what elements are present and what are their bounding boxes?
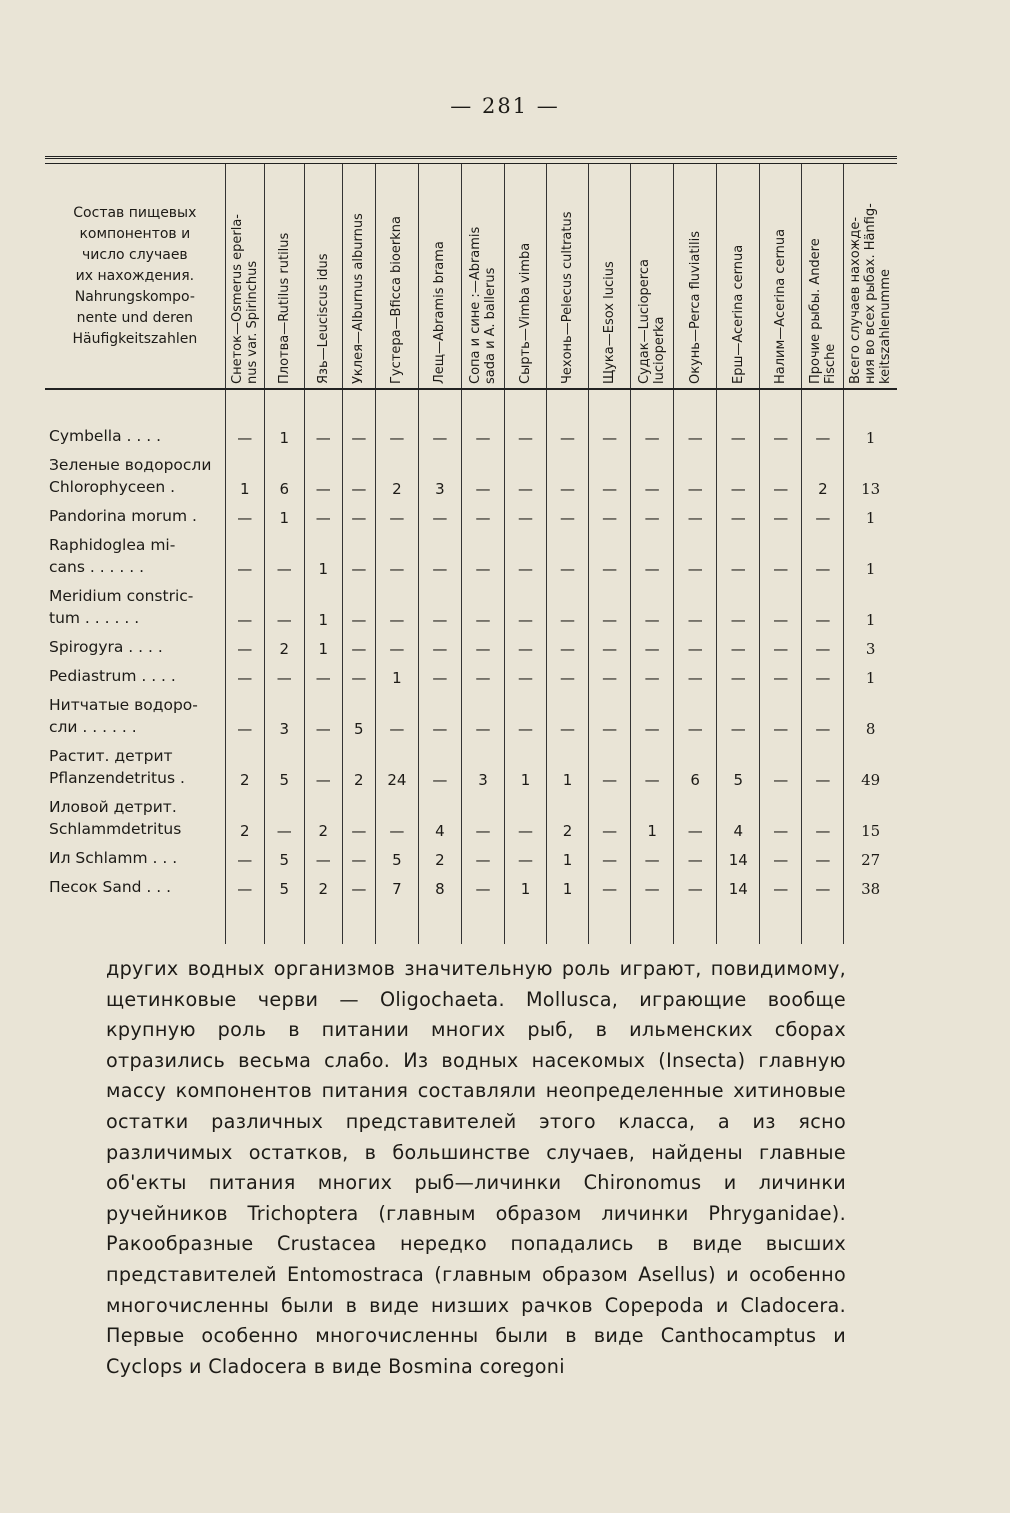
table-row <box>45 843 897 872</box>
table-cell: — <box>547 530 589 581</box>
column-header <box>717 164 760 389</box>
table-cell: — <box>304 741 342 792</box>
table-cell: — <box>802 581 844 632</box>
table-cell: — <box>802 792 844 843</box>
table-cell: — <box>547 421 589 450</box>
table-cell: — <box>504 632 546 661</box>
table-cell: — <box>461 421 504 450</box>
table-cell: — <box>461 690 504 741</box>
table-cell: — <box>717 632 760 661</box>
table-cell: — <box>760 530 802 581</box>
row-total-cell: 1 <box>844 581 897 632</box>
table-cell: — <box>461 581 504 632</box>
column-header <box>674 164 717 389</box>
table-cell: — <box>547 501 589 530</box>
table-cell: 3 <box>461 741 504 792</box>
table-cell: — <box>418 690 461 741</box>
table-cell: 1 <box>547 741 589 792</box>
row-label: Spirogyra . . . . <box>49 638 163 656</box>
table-cell: 2 <box>342 741 375 792</box>
table-cell: — <box>225 843 264 872</box>
table-cell: — <box>631 421 674 450</box>
table-cell: — <box>589 792 631 843</box>
table-cell: — <box>717 421 760 450</box>
header-first-cell <box>45 164 225 389</box>
table-cell: — <box>418 661 461 690</box>
table-cell: — <box>631 661 674 690</box>
table-cell: — <box>547 632 589 661</box>
column-header-label: Уклея—Alburnus alburnus <box>351 213 367 384</box>
table-cell: — <box>225 632 264 661</box>
table-cell: — <box>589 450 631 501</box>
table-cell: — <box>461 843 504 872</box>
table-cell: — <box>674 450 717 501</box>
table-cell: — <box>674 632 717 661</box>
table-cell: — <box>461 450 504 501</box>
row-label: Pandorina morum . <box>49 507 197 525</box>
table-cell: — <box>225 501 264 530</box>
table-cell: — <box>589 661 631 690</box>
table-cell: — <box>631 690 674 741</box>
food-components-table <box>45 164 897 944</box>
table-cell: — <box>342 632 375 661</box>
table-cell: — <box>802 661 844 690</box>
row-total-cell: 38 <box>844 872 897 901</box>
table-cell: 24 <box>375 741 418 792</box>
table-cell: — <box>717 581 760 632</box>
row-total-cell: 13 <box>844 450 897 501</box>
table-cell: — <box>547 581 589 632</box>
table-cell: 5 <box>264 843 304 872</box>
column-header-label: Окунь—Perca fluviatilis <box>687 230 703 384</box>
table-header-row <box>45 164 897 389</box>
table-cell: — <box>504 501 546 530</box>
table-cell: — <box>589 632 631 661</box>
column-header <box>264 164 304 389</box>
table-cell: 2 <box>418 843 461 872</box>
table-cell: 4 <box>717 792 760 843</box>
table-cell: — <box>225 530 264 581</box>
table-cell: 2 <box>547 792 589 843</box>
table-cell: — <box>375 501 418 530</box>
column-header <box>631 164 674 389</box>
table-cell: — <box>802 501 844 530</box>
table-cell: 1 <box>547 872 589 901</box>
column-header <box>547 164 589 389</box>
column-header-label: Сопа и сине :—Abramis sada и A. ballerus <box>467 226 498 384</box>
table-cell: — <box>418 530 461 581</box>
column-header <box>375 164 418 389</box>
header-first-label: Состав пищевых компонентов и число случаев их нахождения. Nahrungskompo- nente und deren Häufigkeitszahlen <box>72 204 198 347</box>
table-row <box>45 581 897 632</box>
table-cell: 2 <box>225 741 264 792</box>
table-cell: — <box>461 872 504 901</box>
table-cell: — <box>802 421 844 450</box>
table-cell: — <box>802 741 844 792</box>
table-cell: — <box>589 690 631 741</box>
table-cell: — <box>674 530 717 581</box>
table-cell: — <box>674 661 717 690</box>
row-total-cell: 1 <box>844 421 897 450</box>
table-cell: — <box>547 661 589 690</box>
table-cell: 6 <box>264 450 304 501</box>
table-cell: — <box>418 632 461 661</box>
table-cell: — <box>342 792 375 843</box>
table-cell: — <box>504 530 546 581</box>
table-cell: — <box>717 530 760 581</box>
table-cell: — <box>589 530 631 581</box>
table-cell: — <box>717 450 760 501</box>
table-cell: — <box>631 872 674 901</box>
column-header-label: Густера—Bficca bioerkna <box>389 216 405 384</box>
column-header-label: Налим—Acerina cernua <box>773 228 789 384</box>
table-cell: — <box>504 581 546 632</box>
table-cell: 2 <box>304 872 342 901</box>
table-end-row <box>45 901 897 944</box>
table-row <box>45 501 897 530</box>
table-cell: — <box>717 661 760 690</box>
table-cell: — <box>418 741 461 792</box>
column-header-label: Снеток—Osmerus eperla- nus var. Spirinchus <box>229 214 260 384</box>
table-cell: — <box>674 792 717 843</box>
table-cell: — <box>504 792 546 843</box>
column-header <box>802 164 844 389</box>
table-cell: — <box>461 792 504 843</box>
table-cell: — <box>674 501 717 530</box>
table-cell: 2 <box>264 632 304 661</box>
column-header <box>760 164 802 389</box>
column-header-label: Всего случаев нахожде- ния во всех рыбах. Hänfig- keitszahlenumme <box>848 203 894 384</box>
table-cell: — <box>760 421 802 450</box>
table-spacer-row <box>45 389 897 421</box>
column-header <box>461 164 504 389</box>
table-cell: — <box>760 450 802 501</box>
table-cell: — <box>375 581 418 632</box>
table-cell: — <box>461 632 504 661</box>
row-label: Pediastrum . . . . <box>49 667 176 685</box>
table-cell: — <box>225 690 264 741</box>
table-cell: — <box>342 450 375 501</box>
table-cell: 1 <box>375 661 418 690</box>
table-cell: 1 <box>304 632 342 661</box>
table-cell: — <box>304 501 342 530</box>
row-total-cell: 1 <box>844 501 897 530</box>
table-cell: — <box>760 690 802 741</box>
column-header <box>225 164 264 389</box>
table-cell: — <box>342 661 375 690</box>
table-cell: — <box>674 581 717 632</box>
row-total-cell: 8 <box>844 690 897 741</box>
table-cell: — <box>760 501 802 530</box>
table-cell: — <box>760 872 802 901</box>
table-cell: — <box>504 661 546 690</box>
table-cell: — <box>802 632 844 661</box>
table-cell: — <box>760 581 802 632</box>
table-cell: 14 <box>717 872 760 901</box>
table-cell: — <box>717 690 760 741</box>
table-row <box>45 450 897 501</box>
table-cell: — <box>304 843 342 872</box>
table-cell: — <box>375 632 418 661</box>
row-total-cell: 49 <box>844 741 897 792</box>
table-row <box>45 632 897 661</box>
table-cell: — <box>547 450 589 501</box>
table-cell: — <box>589 421 631 450</box>
table-cell: — <box>304 661 342 690</box>
row-label: Raphidoglea mi- cans . . . . . . <box>49 536 176 576</box>
table-cell: — <box>342 530 375 581</box>
table-cell: — <box>631 501 674 530</box>
table-cell: — <box>375 792 418 843</box>
body-paragraph: других водных организмов значительную роль играют, повидимому, щетинковые черви — Oligochaeta. Mollusca, играющие вообще крупную роль в питании многих рыб, в ильменских сборах отразились весьма слабо. Из водных насекомых (Insecta) главную массу компонентов питания составляли неопределенные хитиновые остатки различных представителей этого класса, а из ясно различимых остатков, в большинстве случаев, найдены главные об'екты питания многих рыб—личинки Chironomus и личинки ручейников Trichoptera (главным образом личинки Phryganidae). Ракообразные Crustacea нередко попадались в виде высших представителей Entomostraca (главным образом Asellus) и особенно многочисленны были в виде низших рачков Copepoda и Cladocera. Первые особенно многочисленны были в виде Canthocamptus и Cyclops и Cladocera в виде Bosmina coregoni <box>106 957 846 1378</box>
table-cell: 5 <box>717 741 760 792</box>
table-body <box>45 389 897 944</box>
table-cell: — <box>418 421 461 450</box>
column-header-label: Лещ—Abramis brama <box>432 241 448 384</box>
page-number: — 281 — <box>450 94 560 118</box>
table-cell: — <box>342 501 375 530</box>
table-cell: — <box>461 501 504 530</box>
table-cell: 1 <box>225 450 264 501</box>
table-cell: — <box>504 843 546 872</box>
column-header <box>504 164 546 389</box>
table-cell: — <box>631 450 674 501</box>
table-cell: 5 <box>264 741 304 792</box>
table-cell: — <box>418 501 461 530</box>
row-label: Зеленые водоросли Chlorophyceen . <box>49 456 212 496</box>
table-cell: — <box>225 581 264 632</box>
body-paragraph-block <box>106 954 846 1382</box>
food-components-table-container <box>45 156 897 944</box>
table-cell: — <box>631 741 674 792</box>
table-cell: — <box>304 421 342 450</box>
table-cell: — <box>760 632 802 661</box>
table-cell: — <box>264 792 304 843</box>
table-row <box>45 421 897 450</box>
row-label: Иловой детрит. Schlammdetritus <box>49 798 182 838</box>
table-cell: — <box>375 690 418 741</box>
column-header-label: Сырть—Vimba vimba <box>518 242 533 384</box>
table-cell: 2 <box>225 792 264 843</box>
table-row <box>45 661 897 690</box>
table-row <box>45 741 897 792</box>
table-cell: — <box>504 421 546 450</box>
row-total-cell: 1 <box>844 530 897 581</box>
table-cell: — <box>375 530 418 581</box>
table-cell: 1 <box>304 530 342 581</box>
table-cell: 1 <box>547 843 589 872</box>
table-cell: 2 <box>802 450 844 501</box>
table-cell: — <box>461 661 504 690</box>
table-cell: — <box>760 661 802 690</box>
table-cell: — <box>304 690 342 741</box>
column-header-label: Щука—Esox lucius <box>602 261 618 384</box>
table-row <box>45 792 897 843</box>
table-cell: — <box>631 530 674 581</box>
table-cell: — <box>375 421 418 450</box>
column-header <box>304 164 342 389</box>
row-label: Ил Schlamm . . . <box>49 849 178 867</box>
table-cell: 7 <box>375 872 418 901</box>
column-header-label: Язь—Leuciscus idus <box>315 253 331 384</box>
table-cell: — <box>225 421 264 450</box>
table-cell: — <box>674 843 717 872</box>
table-cell: — <box>631 843 674 872</box>
table-cell: — <box>264 581 304 632</box>
table-cell: — <box>589 843 631 872</box>
column-header-label: Ерш—Acerina cernua <box>730 244 746 384</box>
table-cell: 3 <box>418 450 461 501</box>
row-label: Cymbella . . . . <box>49 427 161 445</box>
table-cell: — <box>760 792 802 843</box>
table-cell: — <box>342 843 375 872</box>
table-cell: 3 <box>264 690 304 741</box>
table-cell: — <box>504 690 546 741</box>
column-header-label: Прочие рыбы. Andere Fische <box>807 238 838 384</box>
column-header <box>589 164 631 389</box>
table-cell: — <box>225 661 264 690</box>
column-header <box>418 164 461 389</box>
table-cell: 2 <box>375 450 418 501</box>
table-cell: 1 <box>504 872 546 901</box>
table-cell: 1 <box>504 741 546 792</box>
table-cell: 5 <box>264 872 304 901</box>
column-header-label: Плотва—Rutilus rutilus <box>276 232 292 384</box>
row-total-cell: 15 <box>844 792 897 843</box>
table-cell: 4 <box>418 792 461 843</box>
table-cell: — <box>461 530 504 581</box>
table-cell: — <box>674 421 717 450</box>
table-cell: 1 <box>304 581 342 632</box>
table-cell: — <box>342 872 375 901</box>
row-total-cell: 3 <box>844 632 897 661</box>
table-cell: 5 <box>375 843 418 872</box>
table-cell: — <box>717 501 760 530</box>
row-label: Песок Sand . . . <box>49 878 172 896</box>
table-cell: 5 <box>342 690 375 741</box>
table-cell: — <box>589 501 631 530</box>
row-total-cell: 27 <box>844 843 897 872</box>
table-row <box>45 530 897 581</box>
table-cell: — <box>504 450 546 501</box>
column-header-label: Судак—Lucioperca lucioperka <box>637 259 668 384</box>
table-cell: — <box>547 690 589 741</box>
table-cell: 1 <box>631 792 674 843</box>
row-label: Растит. детрит Pflanzendetritus . <box>49 747 185 787</box>
column-header <box>342 164 375 389</box>
row-label: Meridium constric- tum . . . . . . <box>49 587 194 627</box>
table-cell: — <box>802 530 844 581</box>
table-cell: — <box>802 690 844 741</box>
table-cell: — <box>802 872 844 901</box>
table-cell: — <box>264 661 304 690</box>
column-header-label: Чехонь—Pelecus cultratus <box>560 211 576 384</box>
table-cell: — <box>418 581 461 632</box>
table-cell: — <box>589 872 631 901</box>
row-total-cell: 1 <box>844 661 897 690</box>
table-cell: — <box>631 581 674 632</box>
table-row <box>45 872 897 901</box>
table-cell: — <box>589 581 631 632</box>
table-cell: — <box>802 843 844 872</box>
table-cell: — <box>631 632 674 661</box>
table-cell: 14 <box>717 843 760 872</box>
table-cell: — <box>304 450 342 501</box>
table-top-rule <box>45 156 897 164</box>
table-cell: 1 <box>264 421 304 450</box>
table-cell: — <box>674 690 717 741</box>
table-row <box>45 690 897 741</box>
table-cell: 8 <box>418 872 461 901</box>
table-cell: — <box>342 581 375 632</box>
table-cell: — <box>674 872 717 901</box>
column-header <box>844 164 897 389</box>
table-cell: — <box>589 741 631 792</box>
table-cell: — <box>760 843 802 872</box>
table-cell: — <box>225 872 264 901</box>
table-cell: — <box>760 741 802 792</box>
table-cell: — <box>342 421 375 450</box>
table-cell: 2 <box>304 792 342 843</box>
table-cell: — <box>264 530 304 581</box>
table-cell: 1 <box>264 501 304 530</box>
table-cell: 6 <box>674 741 717 792</box>
row-label: Нитчатые водоро- сли . . . . . . <box>49 696 198 736</box>
